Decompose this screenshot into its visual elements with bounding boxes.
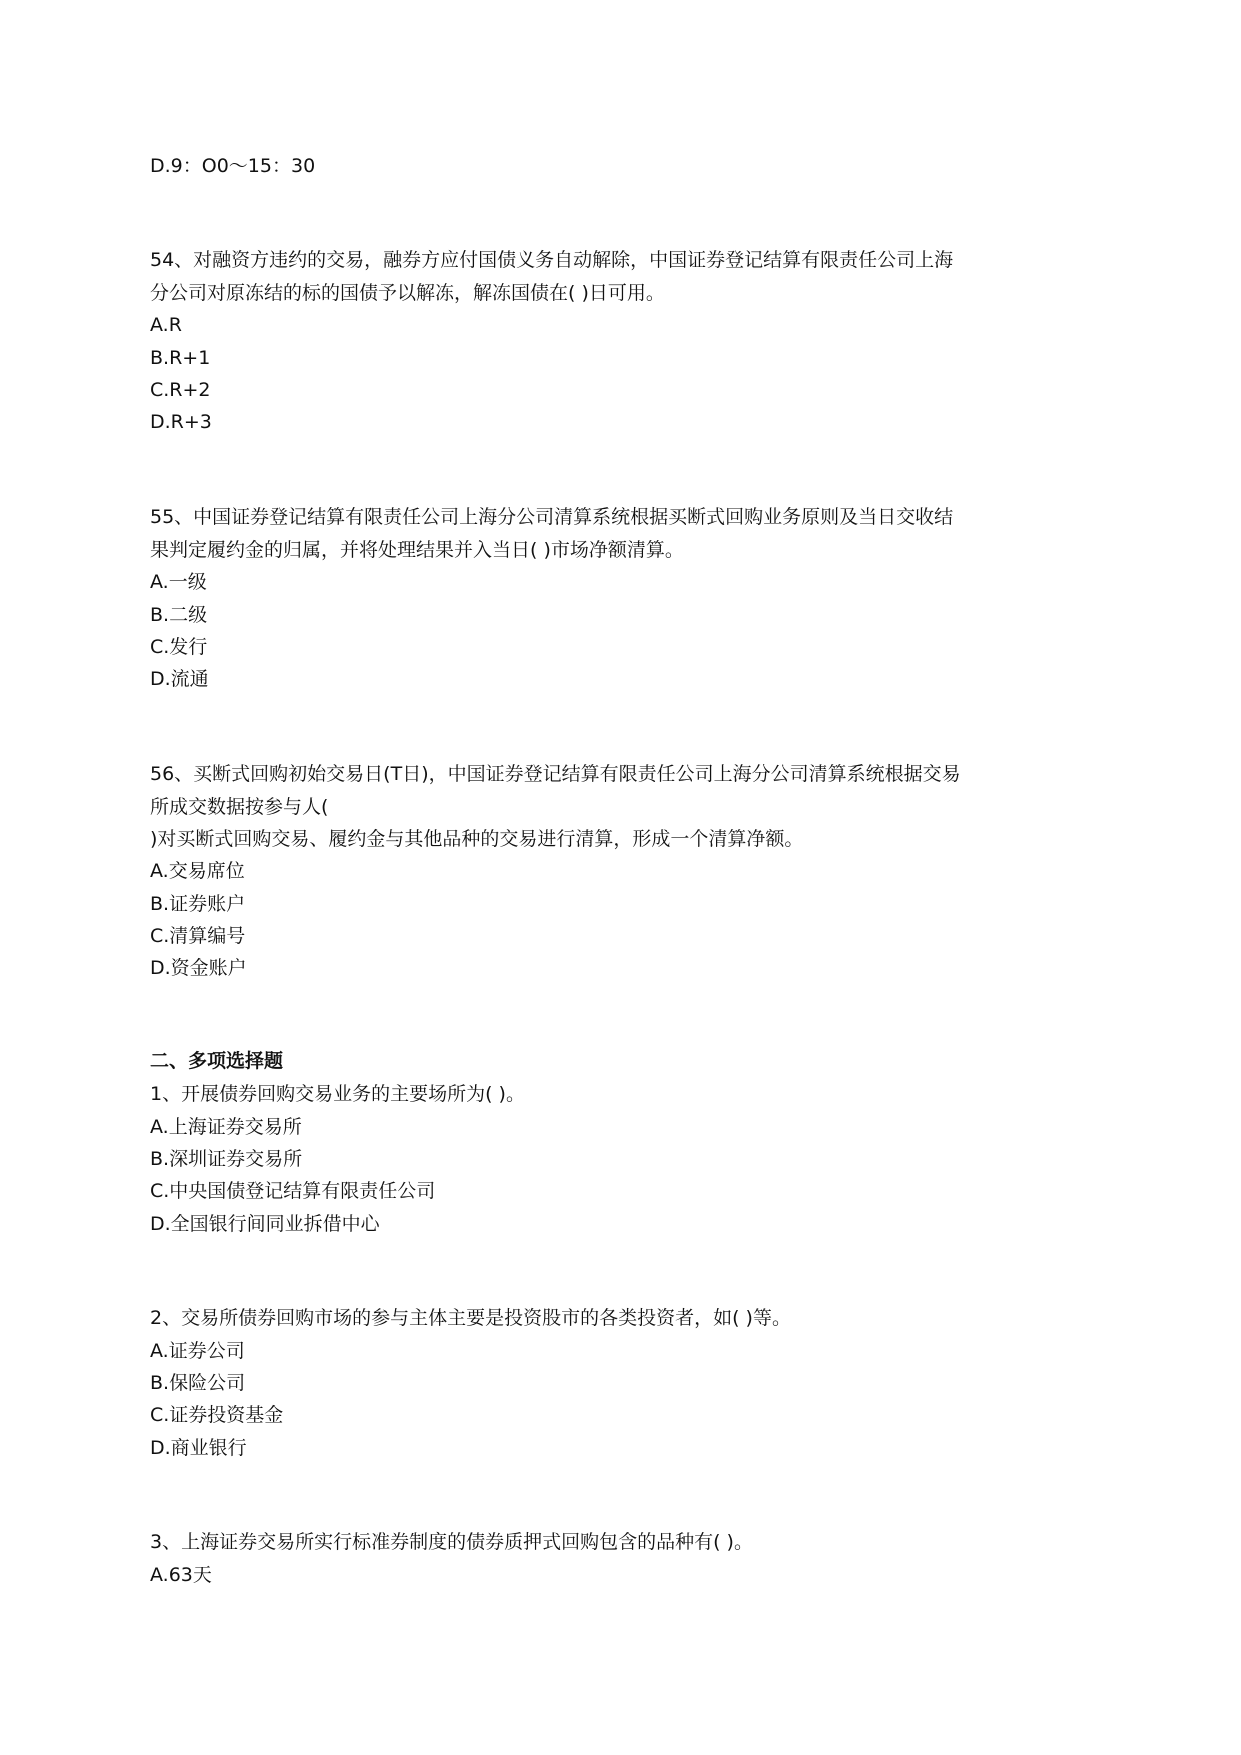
mq2-stem: 2、交易所债券回购市场的参与主体主要是投资股市的各类投资者，如( )等。 — [150, 1307, 791, 1329]
q56-option-a: A.交易席位 — [150, 860, 245, 882]
mq3-stem: 3、上海证券交易所实行标准券制度的债券质押式回购包含的品种有( )。 — [150, 1531, 753, 1553]
q55-option-d: D.流通 — [150, 668, 209, 690]
q55-option-a: A.一级 — [150, 571, 207, 593]
q55-stem-line1: 55、中国证券登记结算有限责任公司上海分公司清算系统根据买断式回购业务原则及当日交收结 — [150, 506, 954, 528]
mq2-option-b: B.保险公司 — [150, 1372, 246, 1394]
q55-stem-line2: 果判定履约金的归属，并将处理结果并入当日( )市场净额清算。 — [150, 539, 684, 561]
q56-stem-line2: 所成交数据按参与人( — [150, 796, 329, 818]
q55-option-c: C.发行 — [150, 636, 208, 658]
q54-option-a: A.R — [150, 314, 182, 336]
q56-option-c: C.清算编号 — [150, 925, 246, 947]
section-title: 二、多项选择题 — [150, 1050, 284, 1072]
q54-stem-line2: 分公司对原冻结的标的国债予以解冻，解冻国债在( )日可用。 — [150, 282, 665, 304]
q53-option-d: D.9：O0～15：30 — [150, 155, 316, 177]
mq1-option-a: A.上海证券交易所 — [150, 1116, 302, 1138]
mq3-option-a: A.63天 — [150, 1564, 212, 1586]
mq2-option-c: C.证券投资基金 — [150, 1404, 284, 1426]
q56-option-d: D.资金账户 — [150, 957, 247, 979]
q54-stem-line1: 54、对融资方违约的交易，融券方应付国债义务自动解除，中国证券登记结算有限责任公司上海 — [150, 249, 954, 271]
mq2-option-a: A.证券公司 — [150, 1340, 245, 1362]
q54-option-c: C.R+2 — [150, 379, 211, 401]
q56-stem-line1: 56、买断式回购初始交易日(T日)，中国证券登记结算有限责任公司上海分公司清算系统根据交易 — [150, 763, 961, 785]
q56-option-b: B.证券账户 — [150, 893, 246, 915]
mq1-option-c: C.中央国债登记结算有限责任公司 — [150, 1180, 436, 1202]
q55-option-b: B.二级 — [150, 604, 208, 626]
q54-option-b: B.R+1 — [150, 347, 211, 369]
mq1-stem: 1、开展债券回购交易业务的主要场所为( )。 — [150, 1083, 525, 1105]
mq1-option-d: D.全国银行间同业拆借中心 — [150, 1213, 380, 1235]
mq1-option-b: B.深圳证券交易所 — [150, 1148, 303, 1170]
q56-stem-line3: )对买断式回购交易、履约金与其他品种的交易进行清算，形成一个清算净额。 — [150, 828, 804, 850]
mq2-option-d: D.商业银行 — [150, 1437, 247, 1459]
q54-option-d: D.R+3 — [150, 411, 212, 433]
